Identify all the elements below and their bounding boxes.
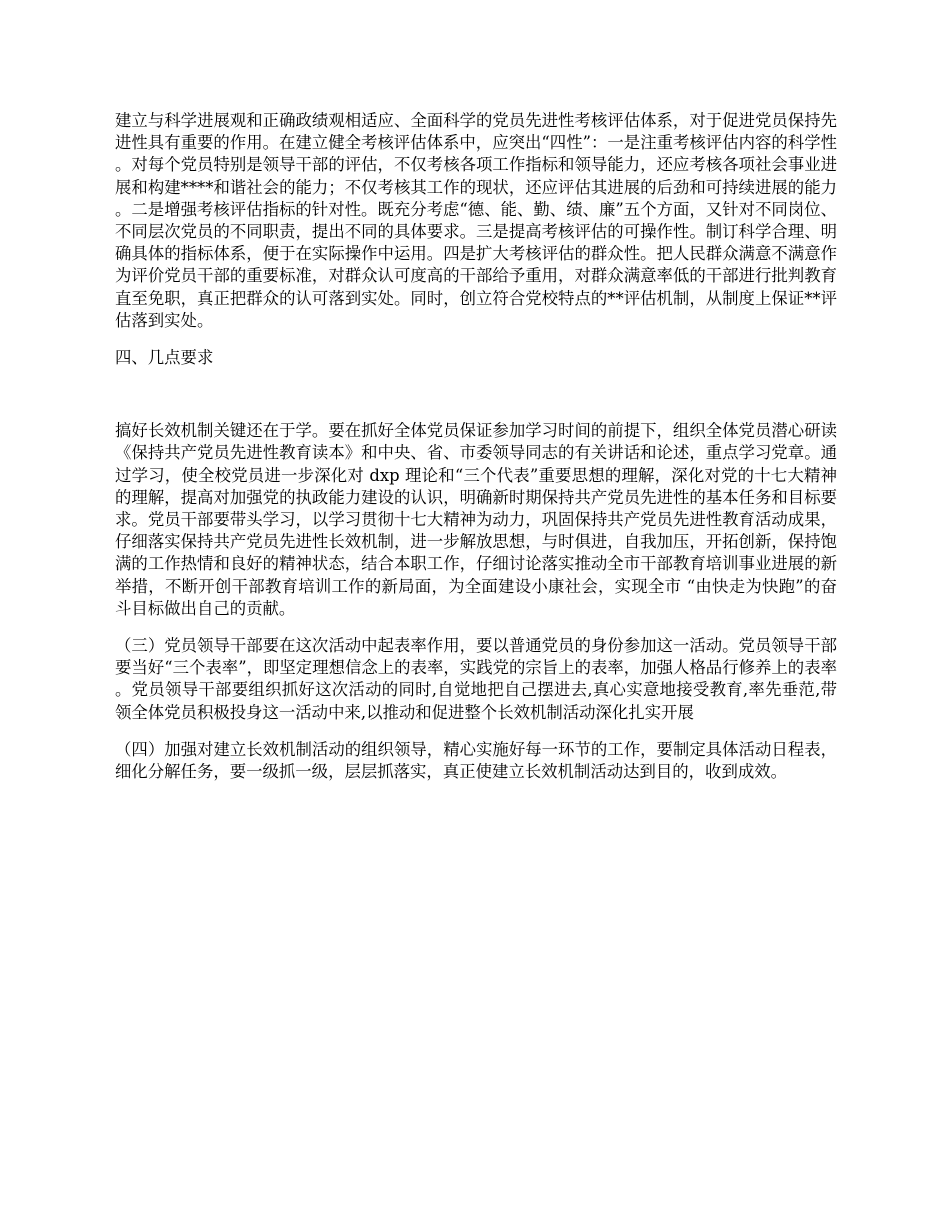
paragraph-learning: 搞好长效机制关键还在于学。要在抓好全体党员保证参加学习时间的前提下，组织全体党员潜心研读《保持共产党员先进性教育读本》和中央、省、市委领导同志的有关讲话和论述，重点学习党章。通过学习，使全校党员进一步深化对 dxp 理论和“三个代表”重要思想的理解，深化对党的十七大精神的理解，提高对加强党的执政能力建设的认识，明确新时期保持共产党员先进性的基本任务和目标要求。党员干部要带头学习，以学习贯彻十七大精神为动力，巩固保持共产党员先进性教育活动成果，仔细落实保持共产党员先进性长效机制，进一步解放思想，与时俱进，自我加压，开拓创新，保持饱满的工作热情和良好的精神状态，结合本职工作，仔细讨论落实推动全市干部教育培训事业进展的新举措，不断开创干部教育培训工作的新局面，为全面建设小康社会，实现全市 “由快走为快跑”的奋斗目标做出自己的贡献。 (115, 421, 837, 618)
paragraph-evaluation-system: 建立与科学进展观和正确政绩观相适应、全面科学的党员先进性考核评估体系，对于促进党员保持先进性具有重要的作用。在建立健全考核评估体系中，应突出“四性”：一是注重考核评估内容的科学性。对每个党员特别是领导干部的评估，不仅考核各项工作指标和领导能力，还应考核各项社会事业进展和构建****和谐社会的能力；不仅考核其工作的现状，还应评估其进展的后劲和可持续进展的能力。二是增强考核评估指标的针对性。既充分考虑“德、能、勤、绩、廉”五个方面，又针对不同岗位、不同层次党员的不同职责，提出不同的具体要求。三是提高考核评估的可操作性。制订科学合理、明确具体的指标体系，便于在实际操作中运用。四是扩大考核评估的群众性。把人民群众满意不满意作为评价党员干部的重要标准，对群众认可度高的干部给予重用，对群众满意率低的干部进行批判教育直至免职，真正把群众的认可落到实处。同时，创立符合党校特点的**评估机制，从制度上保证**评估落到实处。 (115, 111, 837, 330)
section-heading: 四、几点要求 (115, 348, 214, 368)
paragraph-organization: （四）加强对建立长效机制活动的组织领导，精心实施好每一环节的工作，要制定具体活动日程表，细化分解任务，要一级抓一级，层层抓落实，真正使建立长效机制活动达到目的，收到成效。 (115, 739, 837, 782)
paragraph-leadership-example: （三）党员领导干部要在这次活动中起表率作用，要以普通党员的身份参加这一活动。党员领导干部要当好“三个表率”，即坚定理想信念上的表率，实践党的宗旨上的表率，加强人格品行修养上的表率。党员领导干部要组织抓好这次活动的同时,自觉地把自己摆进去,真心实意地接受教育,率先垂范,带领全体党员积极投身这一活动中来,以推动和促进整个长效机制活动深化扎实开展 (115, 636, 837, 722)
document-body (115, 110, 837, 783)
